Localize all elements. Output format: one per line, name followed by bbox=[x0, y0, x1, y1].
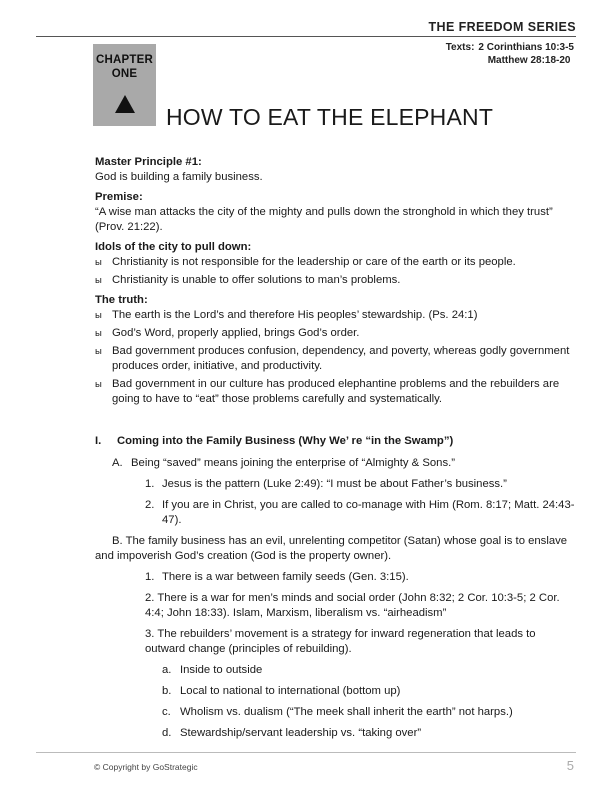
outline-sub-c: c. Wholism vs. dualism (“The meek shall inherit the earth” not harps.) bbox=[162, 706, 513, 718]
chapter-label: CHAPTER bbox=[96, 54, 153, 66]
premise-text: “A wise man attacks the city of the mighty and pulls down the stronghold in which they trust” (Prov. 21:22). bbox=[95, 206, 553, 233]
page-number: 5 bbox=[566, 758, 574, 773]
truth-heading: The truth: bbox=[95, 294, 148, 306]
outline-item-b3: 3. The rebuilders’ movement is a strategy for inward regeneration that leads to outward change (principles of rebuilding). bbox=[145, 628, 536, 655]
triangle-icon bbox=[114, 94, 136, 114]
idols-heading: Idols of the city to pull down: bbox=[95, 241, 252, 253]
bullet-marker: ы bbox=[95, 257, 102, 268]
outline-section-i: I. Coming into the Family Business (Why We’ re “in the Swamp”) bbox=[95, 435, 454, 447]
bullet-marker: ы bbox=[95, 328, 102, 339]
outline-item-b1: 1. There is a war between family seeds (Gen. 3:15). bbox=[145, 571, 409, 583]
texts-ref-2: Matthew 28:18-20 bbox=[487, 55, 571, 66]
copyright: © Copyright by GoStrategic bbox=[94, 762, 198, 772]
list-item: ы Bad government in our culture has produced elephantine problems and the rebuilders are going to have to “eat” those problems carefully and systematically. bbox=[95, 378, 560, 405]
list-item: ы Bad government produces confusion, dependency, and poverty, whereas godly government produces order, initiative, and productivity. bbox=[95, 345, 570, 372]
chapter-title: HOW TO EAT THE ELEPHANT bbox=[166, 104, 494, 130]
principle-heading: Master Principle #1: bbox=[95, 156, 202, 168]
bullet-marker: ы bbox=[95, 275, 102, 286]
list-item: ы Christianity is unable to offer solutions to man’s problems. bbox=[95, 274, 401, 286]
principle-text: God is building a family business. bbox=[95, 171, 263, 183]
chapter-number: ONE bbox=[111, 68, 138, 80]
bullet-marker: ы bbox=[95, 379, 102, 390]
outline-item-a2: 2. If you are in Christ, you are called to co-manage with Him (Rom. 8:17; Matt. 24:43-47). bbox=[145, 499, 575, 526]
premise-heading: Premise: bbox=[95, 191, 143, 203]
texts-label: Texts: bbox=[445, 42, 475, 53]
outline-item-b2: 2. There is a war for men’s minds and social order (John 8:32; 2 Cor. 10:3-5; 2 Cor. 4:4; John 18:33). Islam, Marxism, liberalism vs. “airheadism” bbox=[145, 592, 560, 619]
outline-sub-a: a. Inside to outside bbox=[162, 664, 263, 676]
chapter-box bbox=[93, 44, 156, 126]
outline-sub-d: d. Stewardship/servant leadership vs. “taking over” bbox=[162, 727, 422, 739]
texts-ref-1: 2 Corinthians 10:3-5 bbox=[478, 42, 574, 53]
outline-item-a: A. Being “saved” means joining the enterprise of “Almighty & Sons.” bbox=[112, 457, 456, 469]
list-item: ы God’s Word, properly applied, brings God’s order. bbox=[95, 327, 360, 339]
header-rule bbox=[36, 36, 576, 37]
scripture-texts bbox=[446, 41, 574, 67]
outline-item-b: B. The family business has an evil, unrelenting competitor (Satan) whose goal is to enslave and impoverish God’s creation (God is the property owner). bbox=[95, 535, 568, 562]
footer-rule bbox=[36, 752, 576, 753]
document-body bbox=[95, 155, 577, 747]
bullet-marker: ы bbox=[95, 346, 102, 357]
list-item: ы The earth is the Lord’s and therefore His peoples’ stewardship. (Ps. 24:1) bbox=[95, 309, 478, 321]
series-title: THE FREEDOM SERIES bbox=[428, 20, 576, 34]
list-item: ы Christianity is not responsible for the leadership or care of the earth or its people. bbox=[95, 256, 516, 268]
outline bbox=[95, 434, 577, 741]
outline-sub-b: b. Local to national to international (bottom up) bbox=[162, 685, 401, 697]
bullet-marker: ы bbox=[95, 310, 102, 321]
outline-item-a1: 1. Jesus is the pattern (Luke 2:49): “I must be about Father’s business.” bbox=[145, 478, 507, 490]
